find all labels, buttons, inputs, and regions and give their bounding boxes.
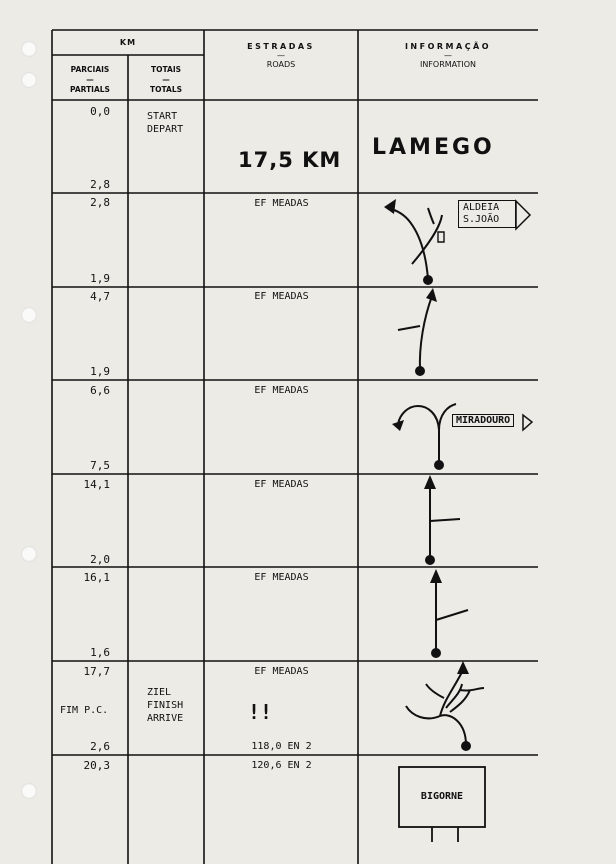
- road-name: EF MEADAS: [254, 572, 309, 583]
- partial-km-end: 1,9: [90, 365, 110, 378]
- direction-arrow: [430, 569, 442, 583]
- partial-km-start: 6,6: [90, 384, 110, 397]
- start-dot: [461, 741, 471, 751]
- partials-header: PARCIAIS — PARTIALS: [70, 65, 110, 94]
- tulip-diagram: [436, 580, 468, 652]
- finish-marker: FIM P.C.: [60, 705, 109, 716]
- finish-label: ZIEL FINISH ARRIVE: [147, 687, 184, 724]
- partial-km-end: 7,5: [90, 459, 110, 472]
- stage-destination: LAMEGO: [372, 135, 495, 160]
- direction-arrow: [384, 199, 396, 214]
- direction-arrow: [426, 288, 437, 302]
- roads-header: ESTRADAS — ROADS: [247, 42, 315, 69]
- road-name: EF MEADAS: [254, 198, 309, 209]
- road-name: EF MEADAS: [254, 385, 309, 396]
- start-dot: [431, 648, 441, 658]
- road-name: EF MEADAS: [254, 479, 309, 490]
- caution-mark: !!: [248, 700, 273, 724]
- road-reference: 120,6 EN 2: [251, 760, 312, 771]
- start-dot: [423, 275, 433, 285]
- sign-pointer: [523, 415, 532, 430]
- partial-km-end: 2,0: [90, 553, 110, 566]
- start-label: START DEPART: [147, 111, 184, 135]
- direction-arrow: [424, 475, 436, 489]
- partial-km-start: 0,0: [90, 105, 110, 118]
- tulip-diagram: [398, 296, 432, 370]
- totals-header: TOTAIS — TOTALS: [149, 65, 182, 94]
- tulip-diagram: [398, 404, 456, 465]
- start-dot: [425, 555, 435, 565]
- tulip-diagram: [406, 672, 484, 745]
- partial-km-end: 1,6: [90, 646, 110, 659]
- road-name: EF MEADAS: [254, 291, 309, 302]
- partial-km-start: 4,7: [90, 290, 110, 303]
- sign-pointer: [516, 201, 530, 229]
- partial-km-end: 2,8: [90, 178, 110, 191]
- partial-km-end: 2,6: [90, 740, 110, 753]
- stage-distance: 17,5 KM: [238, 148, 342, 172]
- road-name: EF MEADAS: [254, 666, 309, 677]
- start-dot: [434, 460, 444, 470]
- tulip-diagram: [388, 208, 444, 279]
- village-name: BIGORNE: [420, 791, 464, 802]
- road-reference: 118,0 EN 2: [251, 741, 312, 752]
- road-sign: MIRADOURO: [452, 414, 514, 427]
- partial-km-start: 17,7: [83, 665, 110, 678]
- tulip-diagram: [430, 486, 460, 559]
- km-header: KM: [119, 38, 137, 47]
- partial-km-start: 2,8: [90, 196, 110, 209]
- direction-arrow: [457, 661, 469, 674]
- village-marker: [399, 767, 485, 842]
- road-sign: ALDEIA S.JOÃO: [458, 200, 516, 228]
- start-dot: [415, 366, 425, 376]
- partial-km-start: 20,3: [83, 759, 110, 772]
- partial-km-start: 16,1: [83, 571, 110, 584]
- partial-km-end: 1,9: [90, 272, 110, 285]
- info-header: INFORMAÇÃO — INFORMATION: [404, 42, 492, 69]
- partial-km-start: 14,1: [83, 478, 110, 491]
